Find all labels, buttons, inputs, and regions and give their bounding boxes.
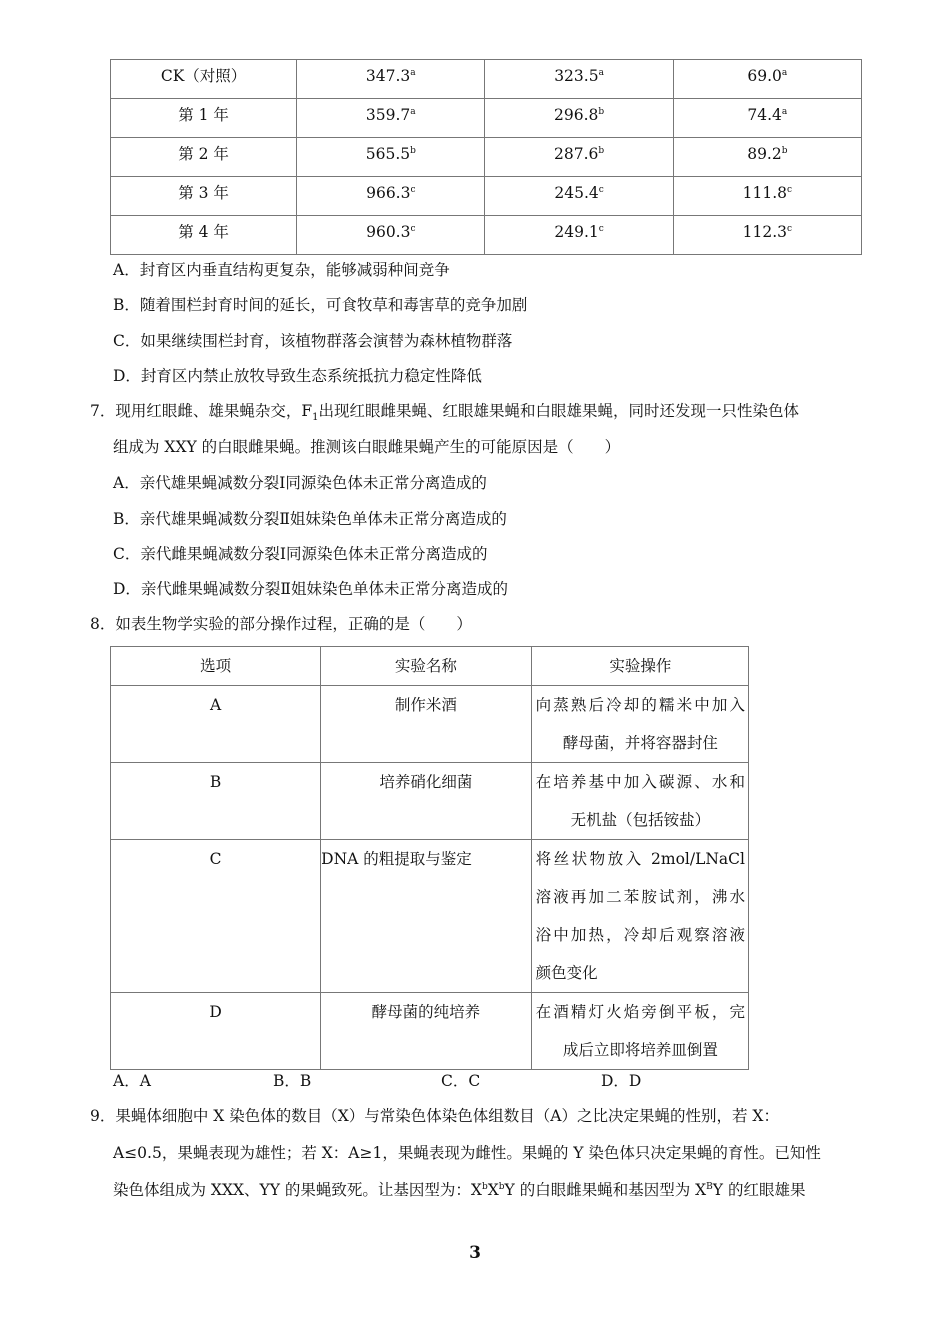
- table1-label-cell: [111, 216, 297, 255]
- table1-value-cell: [485, 99, 673, 138]
- cell-text: 966.3: [366, 184, 411, 202]
- q9-line3-text-c: Y 的白眼雌果蝇和基因型为 X: [504, 1181, 707, 1199]
- cell-text: 112.3: [742, 223, 788, 241]
- significance-letter: c: [787, 184, 793, 195]
- q9-line3: [113, 1180, 805, 1200]
- q9-line3-text-b: X: [487, 1181, 499, 1199]
- cell-text: 287.6: [554, 145, 599, 163]
- table-row: [111, 993, 749, 1070]
- cell-text: 249.1: [554, 223, 599, 241]
- cell-text: 89.2: [747, 145, 782, 163]
- operation-line: 无机盐（包括铵盐）: [570, 811, 711, 829]
- cell-text: 347.3: [365, 67, 411, 85]
- experiment-table: [110, 646, 749, 1070]
- q7-stem-text-a: 7．现用红眼雌、雄果蝇杂交，F: [90, 402, 313, 420]
- q9-line3-sup1: b: [481, 1181, 488, 1192]
- data-table-1: [110, 59, 862, 255]
- table1-label-cell: [111, 138, 297, 177]
- cell-text: 565.5: [365, 145, 411, 163]
- q6-option-c: C．如果继续围栏封育，该植物群落会演替为森林植物群落: [113, 332, 513, 350]
- q7-stem-subscript: 1: [312, 412, 319, 424]
- significance-letter: a: [410, 106, 416, 117]
- cell-text: 第 2 年: [178, 145, 229, 163]
- table1-row: [111, 138, 862, 177]
- operation-line: 成后立即将培养皿倒置: [562, 1041, 718, 1059]
- table1-value-cell: [485, 60, 673, 99]
- q7-option-b: B．亲代雄果蝇减数分裂Ⅱ姐妹染色单体未正常分离造成的: [113, 510, 507, 528]
- q8-answer-c: C．C: [441, 1072, 481, 1090]
- experiment-name-cell: DNA 的粗提取与鉴定: [321, 840, 531, 993]
- experiment-name-cell: 制作米酒: [321, 686, 531, 763]
- q7-stem-line2: 组成为 XXY 的白眼雌果蝇。推测该白眼雌果蝇产生的可能原因是（ ）: [113, 438, 621, 456]
- cell-text: 74.4: [747, 106, 782, 124]
- significance-letter: a: [410, 67, 416, 78]
- table1-label-cell: [111, 60, 297, 99]
- q9-line1: 9．果蝇体细胞中 X 染色体的数目（X）与常染色体染色体组数目（A）之比决定果蝇的性别，若 X：: [90, 1107, 779, 1125]
- q7-stem-text-b: 出现红眼雌果蝇、红眼雄果蝇和白眼雄果蝇，同时还发现一只性染色体: [318, 402, 800, 420]
- table1-row: [111, 60, 862, 99]
- significance-letter: a: [598, 67, 604, 78]
- table1-value-cell: [673, 60, 861, 99]
- table1-value-cell: [297, 216, 485, 255]
- significance-letter: b: [410, 145, 416, 156]
- significance-letter: b: [781, 145, 788, 156]
- table1-row: [111, 99, 862, 138]
- table1-value-cell: [485, 216, 673, 255]
- cell-text: 960.3: [366, 223, 411, 241]
- table1-value-cell: [297, 177, 485, 216]
- cell-text: 323.5: [554, 67, 599, 85]
- table1-label-cell: [111, 99, 297, 138]
- table1-row: [111, 216, 862, 255]
- table-header-cell: 选项: [111, 647, 321, 686]
- q6-option-d: D．封育区内禁止放牧导致生态系统抵抗力稳定性降低: [113, 367, 482, 385]
- experiment-operation-cell: [531, 840, 748, 993]
- table-row: [111, 840, 749, 993]
- significance-letter: a: [781, 106, 788, 117]
- table-row: [111, 763, 749, 840]
- cell-text: 第 3 年: [178, 184, 229, 202]
- cell-text: 69.0: [747, 67, 782, 85]
- q8-answer-b: B．B: [273, 1072, 312, 1090]
- table-header-cell: 实验名称: [321, 647, 531, 686]
- significance-letter: a: [781, 67, 788, 78]
- table1-value-cell: [673, 99, 861, 138]
- cell-text: 296.8: [554, 106, 599, 124]
- q7-option-c: C．亲代雌果蝇减数分裂Ⅰ同源染色体未正常分离造成的: [113, 545, 488, 563]
- significance-letter: c: [598, 184, 604, 195]
- cell-text: CK（对照）: [160, 67, 247, 85]
- q7-stem-line1: [90, 401, 800, 424]
- q8-answer-a: A．A: [113, 1072, 151, 1090]
- table1-row: [111, 177, 862, 216]
- table1-value-cell: [297, 60, 485, 99]
- significance-letter: c: [410, 184, 416, 195]
- experiment-name-cell: 酵母菌的纯培养: [321, 993, 531, 1070]
- experiment-name-cell: 培养硝化细菌: [321, 763, 531, 840]
- significance-letter: b: [598, 106, 605, 117]
- q8-answer-d: D．D: [601, 1072, 642, 1090]
- significance-letter: c: [410, 223, 416, 234]
- table-row: [111, 686, 749, 763]
- option-cell: B: [111, 763, 321, 840]
- q9-line2: A≤0.5，果蝇表现为雄性；若 X：A≥1，果蝇表现为雌性。果蝇的 Y 染色体只决定果蝇的育性。已知性: [113, 1144, 821, 1162]
- page-number: 3: [469, 1243, 481, 1263]
- table-header-row: [111, 647, 749, 686]
- table1-label-cell: [111, 177, 297, 216]
- experiment-operation-cell: [531, 686, 748, 763]
- option-cell: C: [111, 840, 321, 993]
- operation-line: 将丝状物放入 2mol/LNaCl: [535, 850, 745, 868]
- significance-letter: c: [598, 223, 604, 234]
- significance-letter: c: [787, 223, 793, 234]
- significance-letter: b: [598, 145, 605, 156]
- q7-option-a: A．亲代雄果蝇减数分裂Ⅰ同源染色体未正常分离造成的: [113, 474, 487, 492]
- cell-text: 359.7: [365, 106, 411, 124]
- table1-value-cell: [673, 138, 861, 177]
- q9-line3-sup3: B: [706, 1181, 713, 1192]
- cell-text: 第 1 年: [178, 106, 229, 124]
- experiment-operation-cell: [531, 993, 748, 1070]
- cell-text: 245.4: [554, 184, 599, 202]
- table1-value-cell: [485, 177, 673, 216]
- table1-value-cell: [297, 138, 485, 177]
- operation-line: 颜色变化: [535, 964, 598, 982]
- cell-text: 111.8: [742, 184, 788, 202]
- experiment-operation-cell: [531, 763, 748, 840]
- q6-option-a: A．封育区内垂直结构更复杂，能够减弱种间竞争: [113, 261, 450, 279]
- operation-line: 浴中加热，冷却后观察溶液: [535, 926, 745, 944]
- cell-text: 第 4 年: [178, 223, 229, 241]
- operation-line: 向蒸熟后冷却的糯米中加入: [535, 696, 745, 714]
- table1-value-cell: [485, 138, 673, 177]
- q6-option-b: B．随着围栏封育时间的延长，可食牧草和毒害草的竞争加剧: [113, 296, 528, 314]
- operation-line: 酵母菌，并将容器封住: [562, 734, 718, 752]
- option-cell: A: [111, 686, 321, 763]
- table-header-cell: 实验操作: [531, 647, 748, 686]
- q9-line3-text-d: Y 的红眼雄果: [712, 1181, 806, 1199]
- q9-line3-sup2: b: [498, 1181, 505, 1192]
- operation-line: 在酒精灯火焰旁倒平板，完: [535, 1003, 745, 1021]
- table1-value-cell: [297, 99, 485, 138]
- table1-value-cell: [673, 216, 861, 255]
- option-cell: D: [111, 993, 321, 1070]
- operation-line: 溶液再加二苯胺试剂，沸水: [535, 888, 745, 906]
- q8-stem: 8．如表生物学实验的部分操作过程，正确的是（ ）: [90, 615, 472, 633]
- q9-line3-text-a: 染色体组成为 XXX、YY 的果蝇致死。让基因型为：X: [113, 1181, 482, 1199]
- operation-line: 在培养基中加入碳源、水和: [535, 773, 745, 791]
- table1-value-cell: [673, 177, 861, 216]
- q7-option-d: D．亲代雌果蝇减数分裂Ⅱ姐妹染色单体未正常分离造成的: [113, 580, 508, 598]
